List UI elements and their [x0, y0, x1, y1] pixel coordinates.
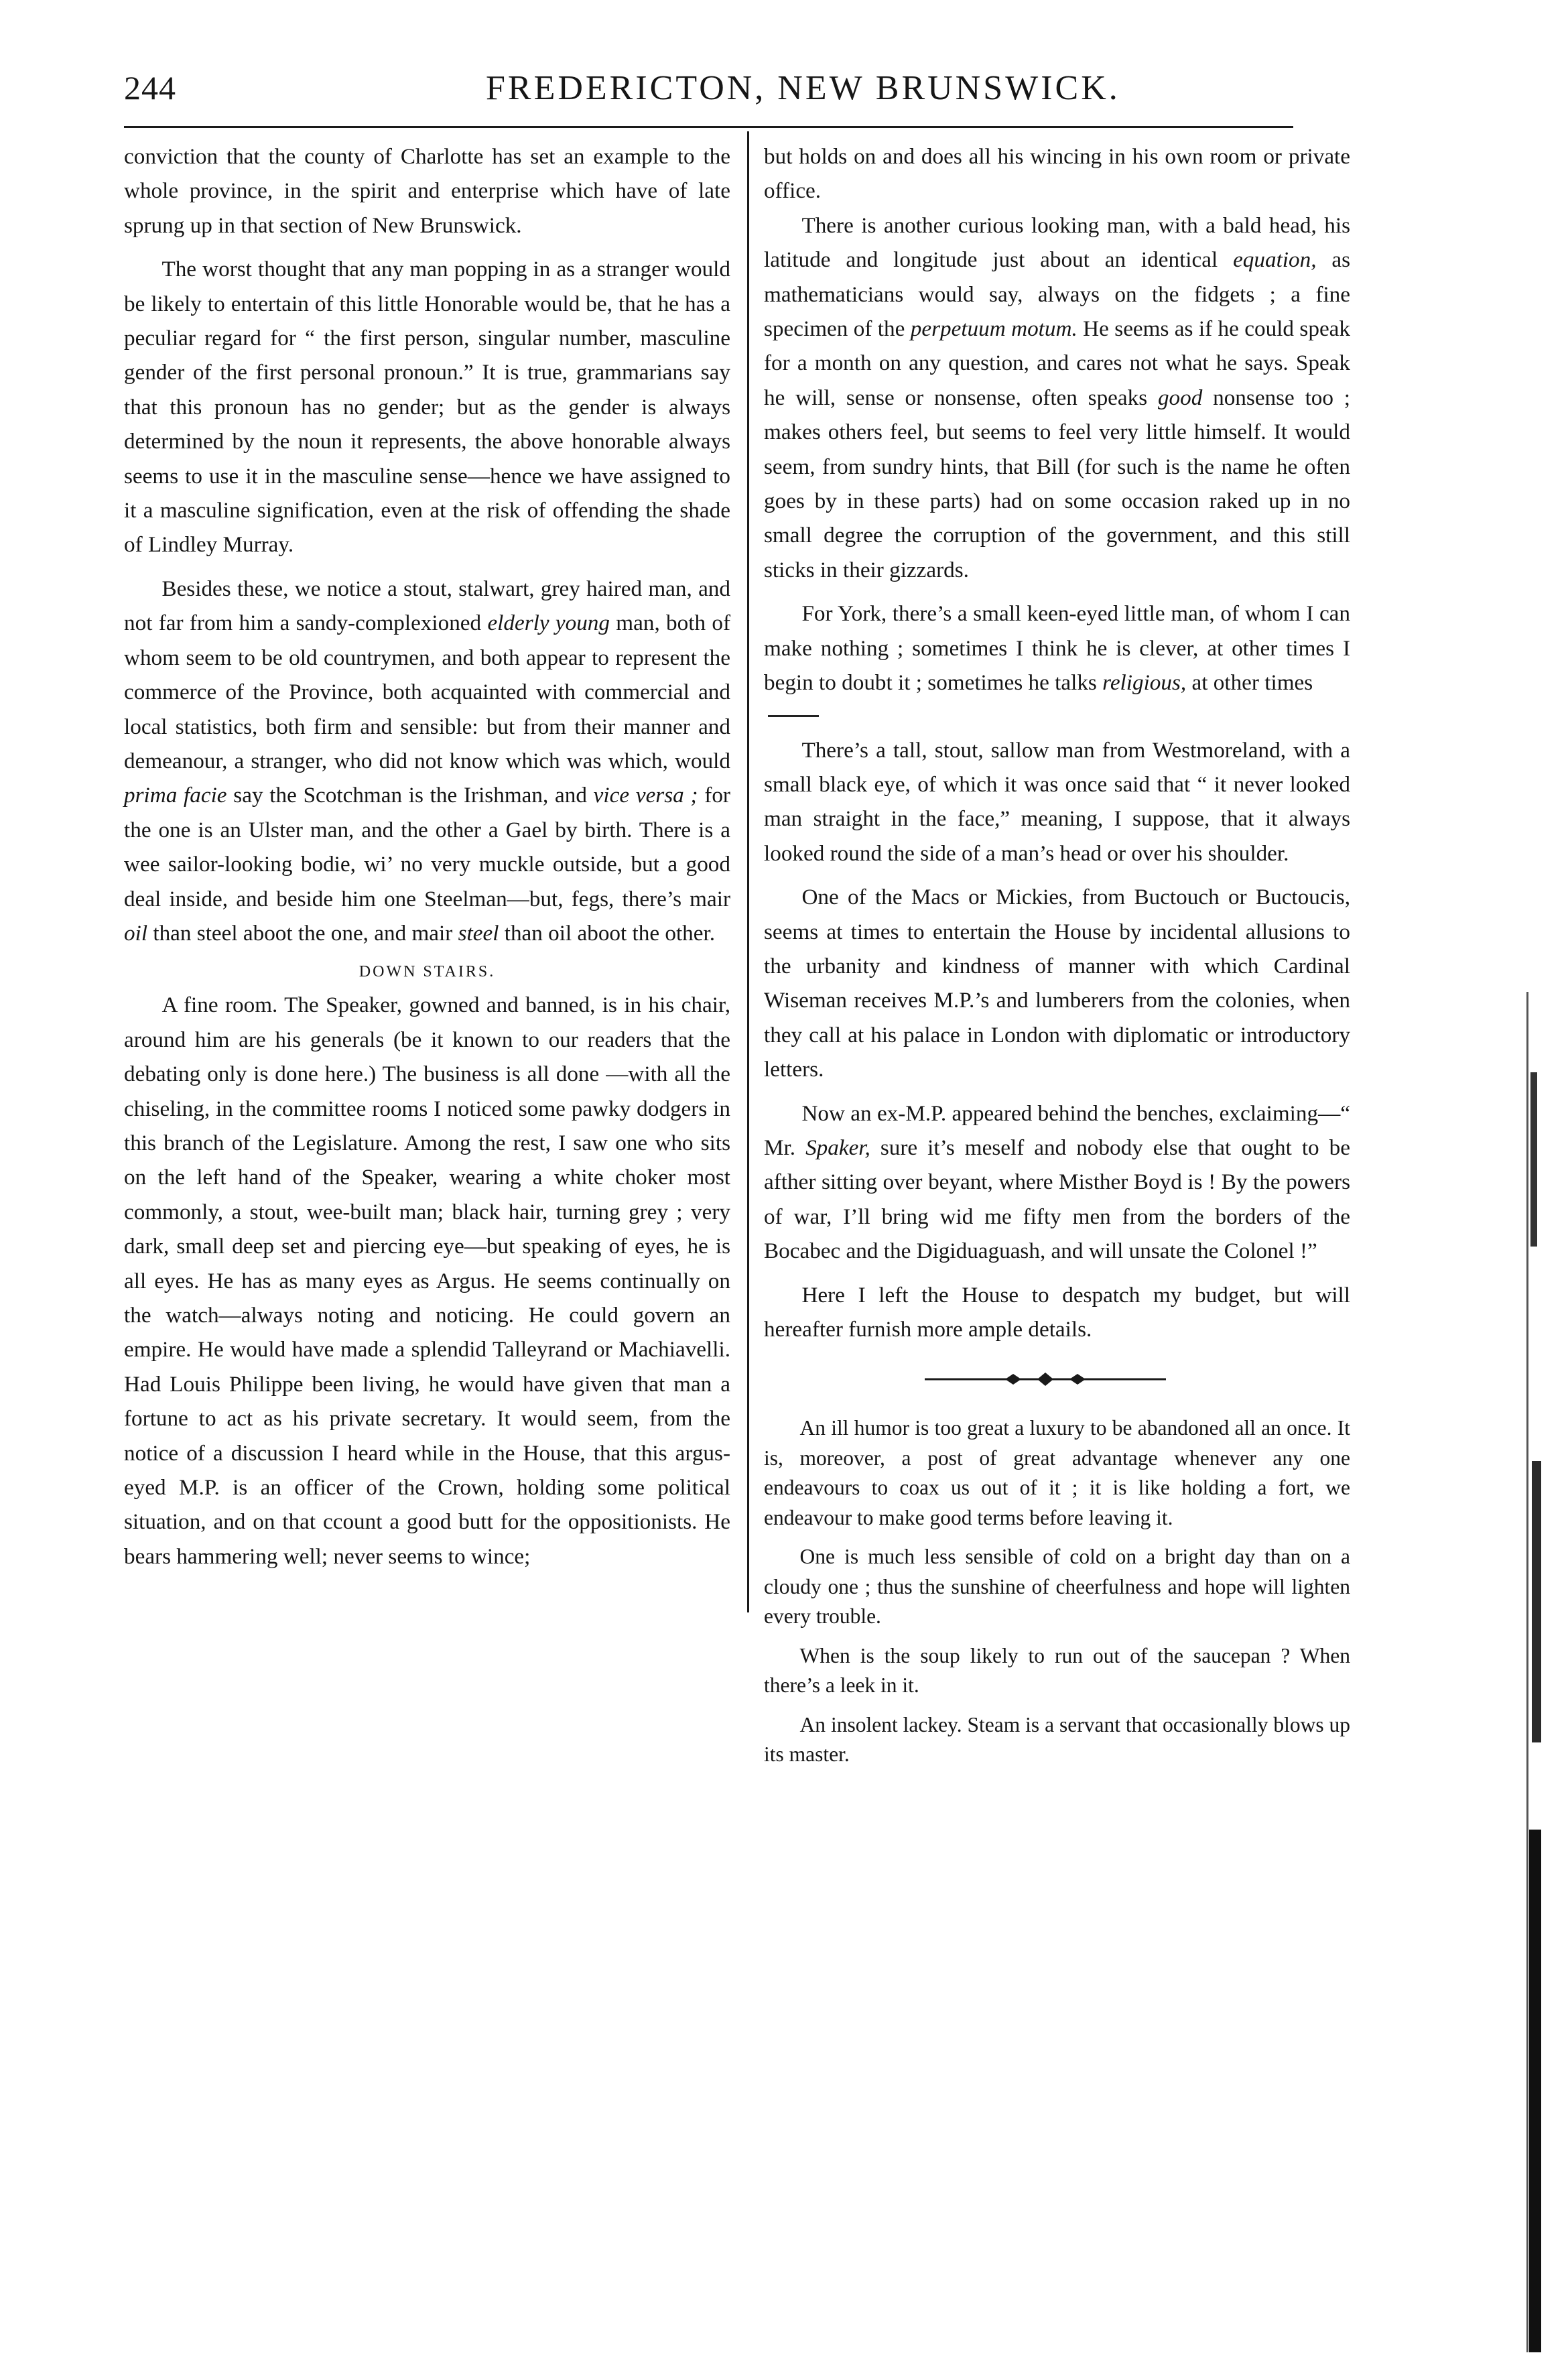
scan-edge-mark [1522, 992, 1543, 2352]
paragraph: There’s a tall, stout, sallow man from Westmoreland, with a small black eye, of which it was once said that “ it never looked man straight in the face,” meaning, I suppose, that it always looked round the side of a man’s head or over his shoulder. [764, 737, 1350, 866]
paragraph [764, 1096, 1350, 1269]
column-divider [747, 131, 749, 1612]
right-column [764, 139, 1350, 1770]
paragraph [764, 208, 1350, 587]
left-column [124, 139, 730, 1574]
ornament-rule-icon [925, 1369, 1166, 1389]
text-run: Besides these, we notice a stout, stalwart, grey haired man, and not far from him a sandy-complexioned [124, 576, 730, 636]
italic-text: Spaker, [805, 1135, 870, 1160]
paragraph: The worst thought that any man popping in as a stranger would be likely to entertain of this little Honorable would be, that he has a peculiar regard for “ the first person, singular number, masculine gender of the first personal pronoun.” It is true, grammarians say that this pronoun has no gender; but as the gender is always determined by the noun it represents, the above honorable always seems to use it in the masculine sense—hence we have assigned to it a masculine signification, even at the risk of offending the shade of Lindley Murray. [124, 257, 730, 558]
section-subhead: DOWN STAIRS. [358, 963, 496, 981]
text-run: nonsense too ; makes others feel, but seems to feel very little himself. It would seem, from sundry hints, that Bill (for such is the name he often goes by in these parts) had on some occasion raked up in no small degree the corruption of the government, and this still sticks in their gizzards. [764, 385, 1350, 582]
ornamental-divider [764, 1361, 1350, 1401]
paragraph: An ill humor is too great a luxury to be abandoned all an once. It is, moreover, a post of great advantage whenever any one endeavours to coax us out of it ; it is like holding a fort, we endeavour to make good terms before leaving it. [764, 1416, 1350, 1529]
text-run: than steel aboot the one, and mair [147, 920, 458, 946]
text-run: man, both of whom seem to be old countrymen, and both appear to represent the commerce of the Province, both acquainted with commercial and local statistics, both firm and sensible: but from their manner and demeanour, a stranger, who did not know which was which, would [124, 611, 730, 773]
paragraph: conviction that the county of Charlotte has set an example to the whole province, in the spirit and enterprise which have of late sprung up in that section of New Brunswick. [124, 144, 730, 238]
paragraph: An insolent lackey. Steam is a servant that occasionally blows up its master. [764, 1712, 1350, 1767]
italic-text: oil [124, 920, 148, 946]
italic-text: perpetuum motum. [910, 316, 1077, 342]
text-run: as mathematicians would say, always on the fidgets ; a fine specimen of the [764, 247, 1350, 342]
paragraph [764, 596, 1350, 700]
text-run: at other times [1186, 670, 1313, 696]
page-header [124, 67, 1293, 114]
paragraph: but holds on and does all his wincing in his own room or private office. [764, 144, 1350, 204]
paragraph: Here I left the House to despatch my budget, but will hereafter furnish more ample details. [764, 1282, 1350, 1342]
italic-text: equation, [1233, 247, 1317, 273]
text-run: For York, there’s a small keen-eyed little man, of whom I can make nothing ; sometimes I think he is clever, at other times I begin to doubt it ; sometimes he talks [764, 601, 1350, 696]
italic-text: religious, [1102, 670, 1187, 696]
paragraph: When is the soup likely to run out of the saucepan ? When there’s a leek in it. [764, 1643, 1350, 1698]
header-rule [124, 126, 1293, 128]
short-rule [768, 715, 819, 717]
text-run: Now an ex-M.P. appeared behind the benches, exclaiming—“ Mr. [764, 1100, 1350, 1160]
italic-text: elderly young [487, 611, 610, 636]
page-number: 244 [124, 69, 176, 107]
paragraph: One of the Macs or Mickies, from Buctouch or Buctoucis, seems at times to entertain the House by incidental allusions to the urbanity and kindness of manner with which Cardinal Wiseman receives M.P.’s and lumberers from the colonies, when they call at his palace in London with diplomatic or introductory letters. [764, 885, 1350, 1082]
text-run: There is another curious looking man, with a bald head, his latitude and longitude just about an identical [764, 212, 1350, 273]
running-head: FREDERICTON, NEW BRUNSWICK. [486, 69, 1120, 107]
italic-text: good [1157, 385, 1203, 410]
text-run: than oil aboot the other. [499, 920, 716, 946]
italic-text: steel [458, 920, 499, 946]
text-run: He seems as if he could speak for a month on any question, and cares not what he says. Speak he will, sense or nonsense, often speaks [764, 316, 1350, 410]
text-run: sure it’s meself and nobody else that ought to be afther sitting over beyant, where Misther Boyd is ! By the powers of war, I’ll bring wid me fifty men from the borders of the Bocabec and the Digiduaguash, and will unsate the Colonel !” [764, 1135, 1351, 1264]
paragraph [124, 572, 730, 950]
paragraph: A fine room. The Speaker, gowned and banned, is in his chair, around him are his generals (be it known to our readers that the debating only is done here.) The business is all done —with all the chiseling, in the committee rooms I noticed some pawky dodgers in this branch of the Legislature. Among the rest, I saw one who sits on the left hand of the Speaker, wearing a white choker most commonly, a stout, wee-built man; black hair, turning grey ; very dark, small deep set and piercing eye—but speaking of eyes, he is all eyes. He has as many eyes as Argus. He seems continually on the watch—always noting and noticing. He could govern an empire. He would have made a splendid Talleyrand or Machiavelli. Had Louis Philippe been living, he would have given that man a fortune to act as his private secretary. It would seem, from the notice of a discussion I heard while in the House, that this argus-eyed M.P. is an officer of the Crown, holding some political situation, and on that ccount a good butt for the oppositionists. He bears hammering well; never seems to wince; [124, 993, 730, 1569]
paragraph: One is much less sensible of cold on a bright day than on a cloudy one ; thus the sunshine of cheerfulness and hope will lighten every trouble. [764, 1545, 1350, 1629]
text-run: say the Scotchman is the Irishman, and [226, 783, 594, 808]
text-run: for the one is an Ulster man, and the other a Gael by birth. There is a wee sailor-looking bodie, wi’ no very muckle outside, but a good deal inside, and beside him one Steelman—but, fegs, there’s mair [124, 783, 730, 911]
italic-text: vice versa ; [593, 783, 698, 808]
italic-text: prima facie [124, 783, 227, 808]
